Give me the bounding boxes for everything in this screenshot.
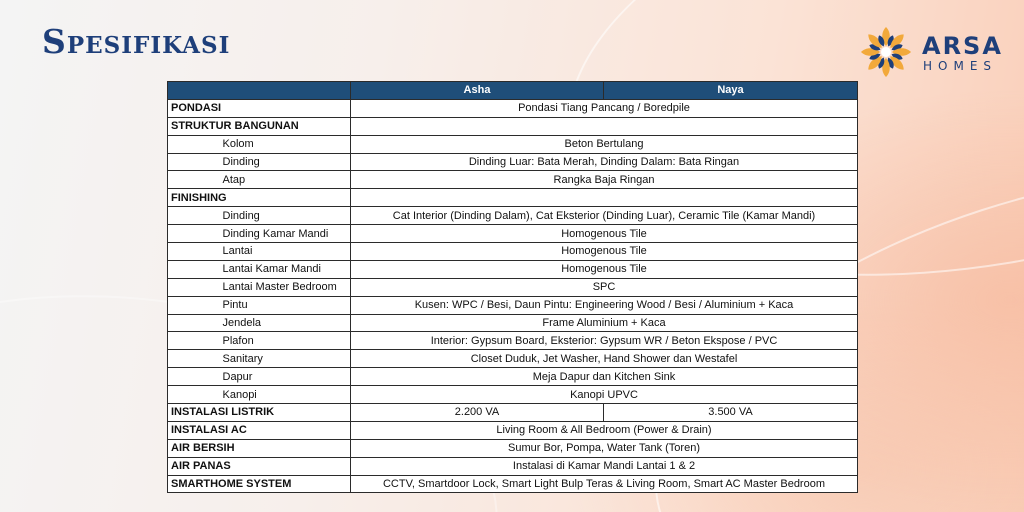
indent-cell bbox=[168, 207, 220, 225]
table-row bbox=[168, 332, 858, 350]
indent-cell bbox=[168, 350, 220, 368]
row-label: Kolom bbox=[220, 135, 351, 153]
table-row bbox=[168, 225, 858, 243]
brand-subtitle: HOMES bbox=[923, 59, 998, 73]
table-row bbox=[168, 278, 858, 296]
table-row bbox=[168, 135, 858, 153]
row-value: Sumur Bor, Pompa, Water Tank (Toren) bbox=[351, 439, 858, 457]
table-row bbox=[168, 421, 858, 439]
table-row bbox=[168, 189, 858, 207]
indent-cell bbox=[168, 278, 220, 296]
specification-table bbox=[167, 81, 858, 493]
table-row bbox=[168, 404, 858, 422]
indent-cell bbox=[168, 296, 220, 314]
indent-cell bbox=[168, 171, 220, 189]
section-label: FINISHING bbox=[168, 189, 351, 207]
table-row bbox=[168, 475, 858, 493]
row-label: Atap bbox=[220, 171, 351, 189]
table-row bbox=[168, 439, 858, 457]
row-value: Homogenous Tile bbox=[351, 243, 858, 261]
row-value: Frame Aluminium + Kaca bbox=[351, 314, 858, 332]
brand-name: ARSA bbox=[922, 32, 1003, 60]
row-label: Sanitary bbox=[220, 350, 351, 368]
table-row bbox=[168, 314, 858, 332]
table-row bbox=[168, 207, 858, 225]
row-label: Lantai Kamar Mandi bbox=[220, 260, 351, 278]
column-header-asha: Asha bbox=[351, 82, 604, 100]
table-row bbox=[168, 117, 858, 135]
table-row bbox=[168, 99, 858, 117]
row-value-empty bbox=[351, 117, 858, 135]
indent-cell bbox=[168, 332, 220, 350]
table-row bbox=[168, 171, 858, 189]
page-title: Spesifikasi bbox=[42, 22, 231, 61]
row-label: Pintu bbox=[220, 296, 351, 314]
row-value-naya: 3.500 VA bbox=[604, 404, 858, 422]
indent-cell bbox=[168, 386, 220, 404]
row-label: AIR PANAS bbox=[168, 457, 351, 475]
table-header-row bbox=[168, 82, 858, 100]
row-value: Closet Duduk, Jet Washer, Hand Shower dan Westafel bbox=[351, 350, 858, 368]
row-label: Lantai bbox=[220, 243, 351, 261]
row-label: Dinding bbox=[220, 207, 351, 225]
row-label: Dinding Kamar Mandi bbox=[220, 225, 351, 243]
column-header-naya: Naya bbox=[604, 82, 858, 100]
row-value: Beton Bertulang bbox=[351, 135, 858, 153]
row-label: INSTALASI AC bbox=[168, 421, 351, 439]
indent-cell bbox=[168, 153, 220, 171]
row-label: Kanopi bbox=[220, 386, 351, 404]
row-value: Interior: Gypsum Board, Eksterior: Gypsum WR / Beton Ekspose / PVC bbox=[351, 332, 858, 350]
table-row bbox=[168, 368, 858, 386]
row-value: Cat Interior (Dinding Dalam), Cat Eksterior (Dinding Luar), Ceramic Tile (Kamar Mandi) bbox=[351, 207, 858, 225]
brand-logo bbox=[860, 26, 1010, 82]
table-row bbox=[168, 296, 858, 314]
row-label: PONDASI bbox=[168, 99, 351, 117]
indent-cell bbox=[168, 135, 220, 153]
row-label: SMARTHOME SYSTEM bbox=[168, 475, 351, 493]
row-label: Dapur bbox=[220, 368, 351, 386]
row-value: CCTV, Smartdoor Lock, Smart Light Bulp Teras & Living Room, Smart AC Master Bedroom bbox=[351, 475, 858, 493]
row-value: Kanopi UPVC bbox=[351, 386, 858, 404]
row-label: Lantai Master Bedroom bbox=[220, 278, 351, 296]
table-header-blank bbox=[168, 82, 351, 100]
row-value: Instalasi di Kamar Mandi Lantai 1 & 2 bbox=[351, 457, 858, 475]
row-label: Dinding bbox=[220, 153, 351, 171]
row-label: INSTALASI LISTRIK bbox=[168, 404, 351, 422]
row-value: Pondasi Tiang Pancang / Boredpile bbox=[351, 99, 858, 117]
table-row bbox=[168, 457, 858, 475]
indent-cell bbox=[168, 243, 220, 261]
row-value: Living Room & All Bedroom (Power & Drain) bbox=[351, 421, 858, 439]
table-row bbox=[168, 260, 858, 278]
table-row bbox=[168, 243, 858, 261]
row-value: Rangka Baja Ringan bbox=[351, 171, 858, 189]
row-value-empty bbox=[351, 189, 858, 207]
row-value: SPC bbox=[351, 278, 858, 296]
indent-cell bbox=[168, 368, 220, 386]
flower-mandala-icon bbox=[860, 26, 912, 78]
indent-cell bbox=[168, 260, 220, 278]
table-row bbox=[168, 350, 858, 368]
row-value: Homogenous Tile bbox=[351, 260, 858, 278]
table-row bbox=[168, 386, 858, 404]
indent-cell bbox=[168, 314, 220, 332]
row-value: Kusen: WPC / Besi, Daun Pintu: Engineering Wood / Besi / Aluminium + Kaca bbox=[351, 296, 858, 314]
row-value: Meja Dapur dan Kitchen Sink bbox=[351, 368, 858, 386]
row-value: Homogenous Tile bbox=[351, 225, 858, 243]
table-row bbox=[168, 153, 858, 171]
row-label: Jendela bbox=[220, 314, 351, 332]
row-value-asha: 2.200 VA bbox=[351, 404, 604, 422]
row-label: AIR BERSIH bbox=[168, 439, 351, 457]
row-label: Plafon bbox=[220, 332, 351, 350]
indent-cell bbox=[168, 225, 220, 243]
section-label: STRUKTUR BANGUNAN bbox=[168, 117, 351, 135]
row-value: Dinding Luar: Bata Merah, Dinding Dalam: Bata Ringan bbox=[351, 153, 858, 171]
